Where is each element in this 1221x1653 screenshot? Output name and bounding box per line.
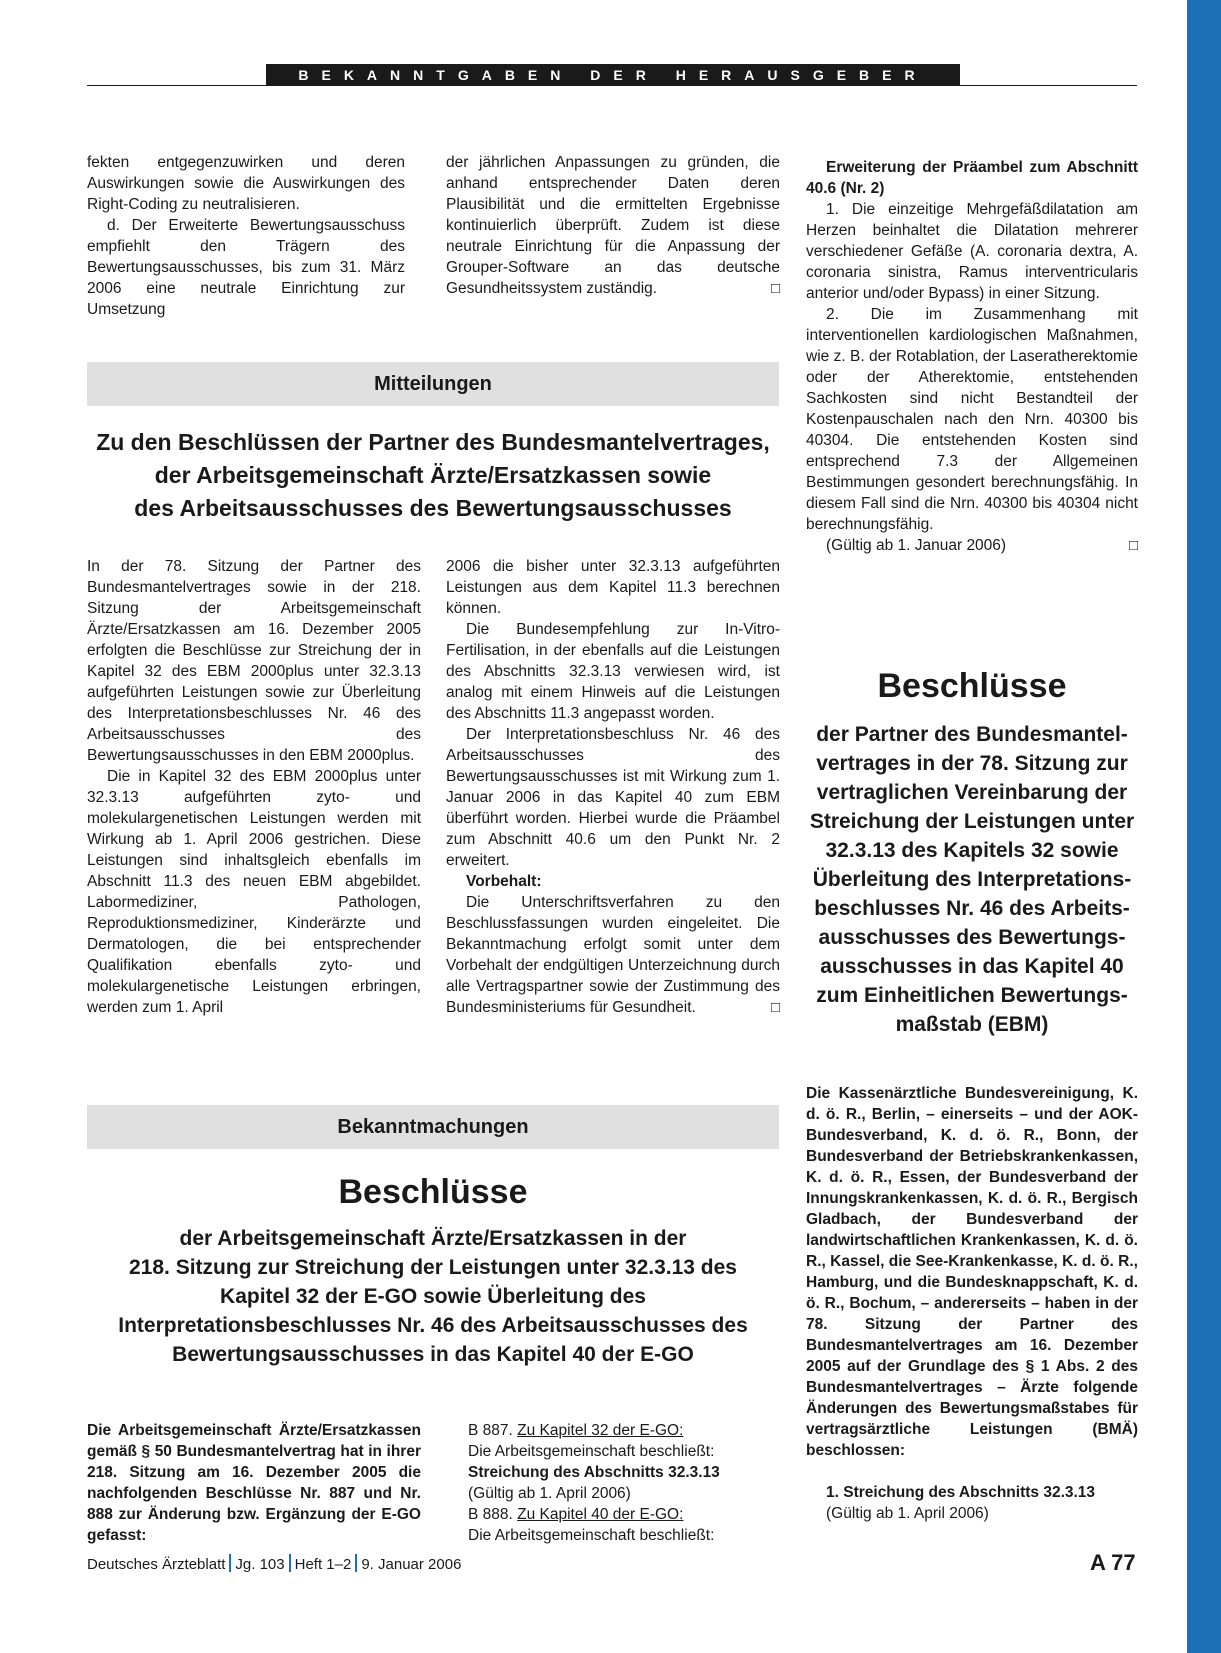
b887-chapter-link: Zu Kapitel 32 der E-GO: [517, 1422, 684, 1439]
bekanntmachungen-title: Beschlüsse [338, 1173, 528, 1211]
vorbehalt-text: Die Unterschriftsverfahren zu den Beschlussfassungen wurden eingeleitet. Die Bekanntmachung erfolgt somit unter dem Vorbehalt der endgültigen Unterzeichnung durch alle Vertragspartner sowie der Zustimmung des Bundesministeriums für Gesundheit. [446, 894, 780, 1016]
header-rule [87, 85, 1137, 86]
subtitle-line: der Arbeitsgemeinschaft Ärzte/Ersatzkassen in der [179, 1227, 687, 1250]
section-header-band: BEKANNTGABEN DER HERAUSGEBER [266, 64, 960, 86]
top-column-1 [87, 152, 405, 320]
footer-journal: Deutsches Ärzteblatt [87, 1556, 226, 1573]
subtitle-line: vertrages in der 78. Sitzung zur [816, 752, 1128, 775]
subtitle-line: ausschusses des Bewertungs- [818, 926, 1126, 949]
subtitle-line: ausschusses in das Kapitel 40 [820, 955, 1124, 978]
subtitle-line: Bewertungsausschusses in das Kapitel 40 der E-GO [172, 1343, 694, 1366]
praeambel-para-2: 2. Die im Zusammenhang mit interventionellen kardiologischen Maßnahmen, wie z. B. der Rotablation, der Laseratherektomie oder der Atherektomie, entstehenden Sachkosten sind nicht Bestandteil der Kostenpauschalen nach den Nrn. 40300 bis 40304. Die entstehenden Kosten sind entsprechend 7.3 der Allgemeinen Bestimmungen gesondert berechnungsfähig. In diesem Fall sind die Nrn. 40300 bis 40304 nicht berechnungsfähig. [806, 306, 1138, 533]
subtitle-line: Interpretationsbeschlusses Nr. 46 des Arbeitsausschusses des [118, 1314, 748, 1337]
footer-separator [355, 1554, 357, 1572]
beschluesse-right-title: Beschlüsse [877, 667, 1067, 705]
beschluesse-right-body [806, 1083, 1138, 1524]
footer-separator [289, 1554, 291, 1572]
beschluesse-right-item1: 1. Streichung des Abschnitts 32.3.13 [826, 1484, 1096, 1501]
subtitle-line: zum Einheitlichen Bewertungs- [816, 984, 1128, 1007]
mitteilungen-col2-para-2: Die Bundesempfehlung zur In-Vitro-Fertilisation, in der ebenfalls auf die Leistungen des Abschnitts 32.3.13 verwiesen wird, ist analog mit einem Hinweis auf die Leistungen des Abschnitts 11.3 angepasst worden. [446, 621, 780, 722]
subtitle-line: beschlusses Nr. 46 des Arbeits- [814, 897, 1130, 920]
footer-separator [229, 1554, 231, 1572]
b887-number: B 887. [468, 1422, 513, 1439]
footer-date: 9. Januar 2006 [361, 1556, 462, 1573]
bekanntmachungen-band: Bekanntmachungen [87, 1105, 779, 1149]
headline-line-2: der Arbeitsgemeinschaft Ärzte/Ersatzkassen sowie [154, 462, 712, 488]
mitteilungen-column-1 [87, 556, 421, 1018]
mitteilungen-col2-para-1: 2006 die bisher unter 32.3.13 aufgeführten Leistungen aus dem Kapitel 11.3 berechnen können. [446, 558, 780, 617]
sidebar-color-bar [1187, 0, 1221, 1653]
footer [87, 1554, 461, 1575]
bekanntmachungen-subtitle [87, 1224, 779, 1369]
bekanntmachungen-column-2 [468, 1420, 780, 1546]
footer-volume: Jg. 103 [235, 1556, 285, 1573]
subtitle-line: vertraglichen Vereinbarung der [816, 781, 1128, 804]
subtitle-line: Streichung der Leistungen unter [809, 810, 1135, 833]
end-mark-icon: □ [1128, 537, 1138, 554]
end-mark-icon: □ [770, 999, 780, 1016]
bekanntmachungen-intro: Die Arbeitsgemeinschaft Ärzte/Ersatzkassen gemäß § 50 Bundesmantelvertrag hat in ihrer 218. Sitzung am 16. Dezember 2005 die nachfolgenden Beschlüsse Nr. 887 und Nr. 888 zur Änderung bzw. Ergänzung der E-GO gefasst: [87, 1422, 421, 1544]
praeambel-para-1: 1. Die einzeitige Mehrgefäßdilatation am Herzen beinhaltet die Dilatation mehrerer verschiedener Gefäße (A. coronaria dextra, A. coronaria sinistra, Ramus interventricularis anterior und/oder Bypass) in einer Sitzung. [806, 201, 1138, 302]
beschluesse-right-item1-validity: (Gültig ab 1. April 2006) [826, 1505, 989, 1522]
mitteilungen-col2-para-3: Der Interpretationsbeschluss Nr. 46 des Arbeitsausschusses des Bewertungsausschusses ist mit Wirkung zum 1. Januar 2006 in das Kapitel 40 zum EBM überführt worden. Hierbei wurde die Präambel zum Abschnitt 40.6 um den Punkt Nr. 2 erweitert. [446, 726, 780, 869]
bekanntmachungen-column-1 [87, 1420, 421, 1546]
subtitle-line: Überleitung des Interpretations- [812, 868, 1132, 891]
mitteilungen-col1-para-2: Die in Kapitel 32 des EBM 2000plus unter 32.3.13 aufgeführten zyto- und molekulargenetischen Leistungen werden mit Wirkung ab 1. April 2006 gestrichen. Diese Leistungen sind inhaltsgleich ebenfalls im Abschnitt 11.3 des neuen EBM abgebildet. Labormediziner, Pathologen, Reproduktionsmediziner, Kinderärzte und Dermatologen, die bei entsprechender Qualifikation ebenfalls zyto- und molekulargenetische Leistungen erbringen, werden zum 1. April [87, 768, 421, 1016]
top-col2-para: der jährlichen Anpassungen zu gründen, die anhand entsprechender Daten deren Plausibilität und die ermittelten Ergebnisse kontinuierlich überprüft. Zudem ist diese neutrale Einrichtung für die Anpassung der Grouper-Software an das deutsche Gesundheitssystem zuständig. [446, 154, 780, 297]
top-col1-para-2: d. Der Erweiterte Bewertungsausschuss empfiehlt den Trägern des Bewertungsausschusses, bis zum 31. März 2006 eine neutrale Einrichtung zur Umsetzung [87, 217, 405, 318]
mitteilungen-col1-para-1: In der 78. Sitzung der Partner des Bundesmantelvertrages sowie in der 218. Sitzung der Arbeitsgemeinschaft Ärzte/Ersatzkassen am 16. Dezember 2005 erfolgten die Beschlüsse zur Streichung der in Kapitel 32 des EBM 2000plus unter 32.3.13 aufgeführten Leistungen sowie zur Überleitung des Interpretationsbeschlusses Nr. 46 des Arbeitsausschusses des Bewertungsausschusses in den EBM 2000plus. [87, 558, 421, 764]
beschluesse-right-intro: Die Kassenärztliche Bundesvereinigung, K. d. ö. R., Berlin, – einerseits – und der AOK-Bundesverband, K. d. ö. R., Bonn, der Bundesverband der Betriebskrankenkassen, K. d. ö. R., Essen, der Bundesverband der Innungskrankenkassen, K. d. ö. R., Bergisch Gladbach, der Bundesverband der landwirtschaftlichen Krankenkassen, K. d. ö. R., Kassel, die See-Krankenkasse, K. d. ö. R., Hamburg, und die Bundesknappschaft, K. d. ö. R., Bochum, – andererseits – haben in der 78. Sitzung der Partner des Bundesmantelvertrages am 16. Dezember 2005 auf der Grundlage des § 1 Abs. 2 des Bundesmantelvertrages – Ärzte folgende Änderungen des Bewertungsmaßstabes für vertragsärztliche Leistungen (BMÄ) beschlossen: [806, 1085, 1138, 1459]
top-col1-para-1: fekten entgegenzuwirken und deren Auswirkungen sowie die Auswirkungen des Right-Coding zu neutralisieren. [87, 154, 405, 213]
mitteilungen-band: Mitteilungen [87, 362, 779, 406]
b888-number: B 888. [468, 1506, 513, 1523]
top-column-2 [446, 152, 780, 299]
right-top-column [806, 157, 1138, 556]
subtitle-line: maßstab (EBM) [895, 1013, 1049, 1036]
b887-bold: Streichung des Abschnitts 32.3.13 [468, 1464, 720, 1481]
praeambel-validity: (Gültig ab 1. Januar 2006) [826, 537, 1007, 554]
subtitle-line: Kapitel 32 der E-GO sowie Überleitung des [220, 1285, 646, 1308]
mitteilungen-column-2 [446, 556, 780, 1018]
headline-line-3: des Arbeitsausschusses des Bewertungsausschusses [134, 495, 732, 521]
vorbehalt-label: Vorbehalt: [466, 873, 542, 890]
b888-chapter-link: Zu Kapitel 40 der E-GO: [517, 1506, 684, 1523]
mitteilungen-headline [87, 426, 779, 525]
headline-line-1: Zu den Beschlüssen der Partner des Bundesmantelvertrages, [96, 429, 770, 455]
b887-validity: (Gültig ab 1. April 2006) [468, 1485, 631, 1502]
subtitle-line: 32.3.13 des Kapitels 32 sowie [825, 839, 1119, 862]
b888-text: Die Arbeitsgemeinschaft beschließt: [468, 1527, 715, 1544]
footer-issue: Heft 1–2 [294, 1556, 352, 1573]
beschluesse-right-subtitle [806, 720, 1138, 1039]
subtitle-line: der Partner des Bundesmantel- [816, 723, 1128, 746]
end-mark-icon: □ [770, 280, 780, 297]
page-number: A 77 [1090, 1550, 1136, 1575]
subtitle-line: 218. Sitzung zur Streichung der Leistungen unter 32.3.13 des [129, 1256, 737, 1279]
b887-text: Die Arbeitsgemeinschaft beschließt: [468, 1443, 715, 1460]
praeambel-heading: Erweiterung der Präambel zum Abschnitt 40.6 (Nr. 2) [806, 159, 1138, 197]
